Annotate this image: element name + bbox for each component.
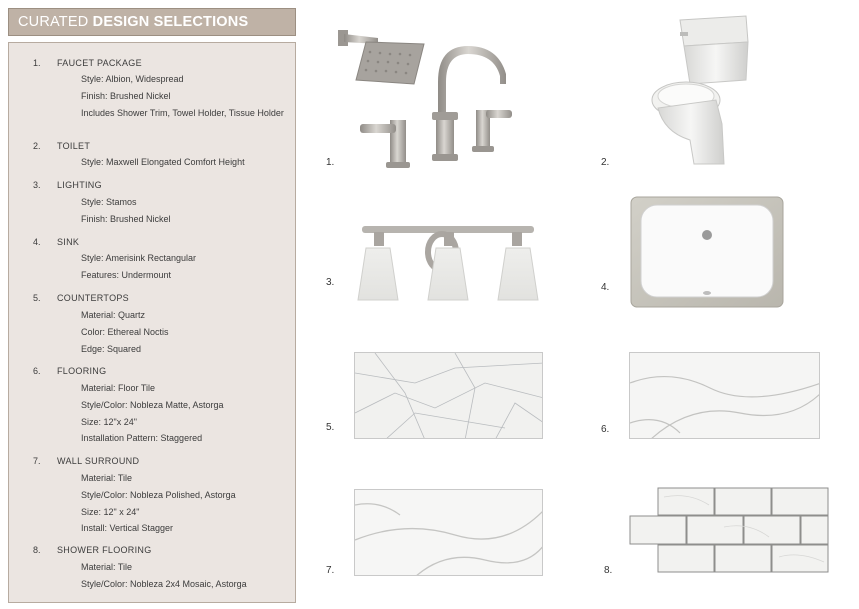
image-label-8: 8. (604, 565, 613, 576)
floor-tile-veining (630, 353, 820, 439)
selection-detail: Finish: Brushed Nickel (81, 214, 171, 224)
selection-title: FLOORING (57, 366, 107, 376)
toilet-image (650, 14, 754, 168)
image-label-1: 1. (326, 157, 335, 168)
selection-detail: Style/Color: Nobleza Matte, Astorga (81, 400, 224, 410)
selection-detail: Color: Ethereal Noctis (81, 327, 169, 337)
selection-title: SINK (57, 237, 80, 247)
selection-detail: Style/Color: Nobleza Polished, Astorga (81, 490, 236, 500)
selection-detail: Material: Quartz (81, 310, 146, 320)
wall-tile-swatch (354, 489, 543, 576)
image-label-2: 2. (601, 157, 610, 168)
page-header (8, 8, 296, 36)
selections-panel (8, 42, 296, 603)
vanity-light-image (356, 222, 542, 304)
selection-title: COUNTERTOPS (57, 293, 129, 303)
selection-detail: Install: Vertical Stagger (81, 523, 174, 533)
selection-detail: Material: Tile (81, 562, 133, 572)
selection-number: 3. (33, 180, 41, 190)
mosaic-tiles (629, 487, 829, 573)
selection-number: 2. (33, 141, 41, 151)
countertop-veining (355, 353, 543, 439)
selection-title: WALL SURROUND (57, 456, 140, 466)
selection-number: 1. (33, 58, 41, 68)
image-label-5: 5. (326, 422, 335, 433)
selection-detail: Style/Color: Nobleza 2x4 Mosaic, Astorga (81, 579, 247, 589)
image-label-6: 6. (601, 424, 610, 435)
sink-image (629, 195, 785, 309)
selection-detail: Edge: Squared (81, 344, 142, 354)
selection-number: 8. (33, 545, 41, 555)
header-title: DESIGN SELECTIONS (92, 14, 249, 30)
selection-number: 6. (33, 366, 41, 376)
selection-detail: Style: Albion, Widespread (81, 74, 184, 84)
floor-tile-swatch (629, 352, 820, 439)
selection-detail: Finish: Brushed Nickel (81, 91, 171, 101)
image-label-7: 7. (326, 565, 335, 576)
selection-detail: Installation Pattern: Staggered (81, 433, 203, 443)
selection-detail: Size: 12"x 24" (81, 417, 137, 427)
wall-tile-veining (355, 490, 543, 576)
selection-detail: Includes Shower Trim, Towel Holder, Tissue Holder (81, 108, 284, 118)
faucet-package-image (336, 24, 516, 172)
image-label-3: 3. (326, 277, 335, 288)
selection-title: FAUCET PACKAGE (57, 58, 142, 68)
countertop-swatch (354, 352, 543, 439)
selection-detail: Style: Maxwell Elongated Comfort Height (81, 157, 245, 167)
selection-title: SHOWER FLOORING (57, 545, 152, 555)
shower-mosaic-swatch (629, 487, 829, 573)
image-label-4: 4. (601, 282, 610, 293)
selection-detail: Style: Stamos (81, 197, 137, 207)
selection-detail: Style: Amerisink Rectangular (81, 253, 197, 263)
selection-detail: Features: Undermount (81, 270, 172, 280)
header-prefix: CURATED (18, 14, 89, 30)
selection-detail: Material: Floor Tile (81, 383, 156, 393)
selection-number: 7. (33, 456, 41, 466)
selection-detail: Material: Tile (81, 473, 133, 483)
selection-detail: Size: 12" x 24" (81, 507, 140, 517)
selection-title: LIGHTING (57, 180, 102, 190)
selection-number: 4. (33, 237, 41, 247)
selection-title: TOILET (57, 141, 91, 151)
selection-number: 5. (33, 293, 41, 303)
